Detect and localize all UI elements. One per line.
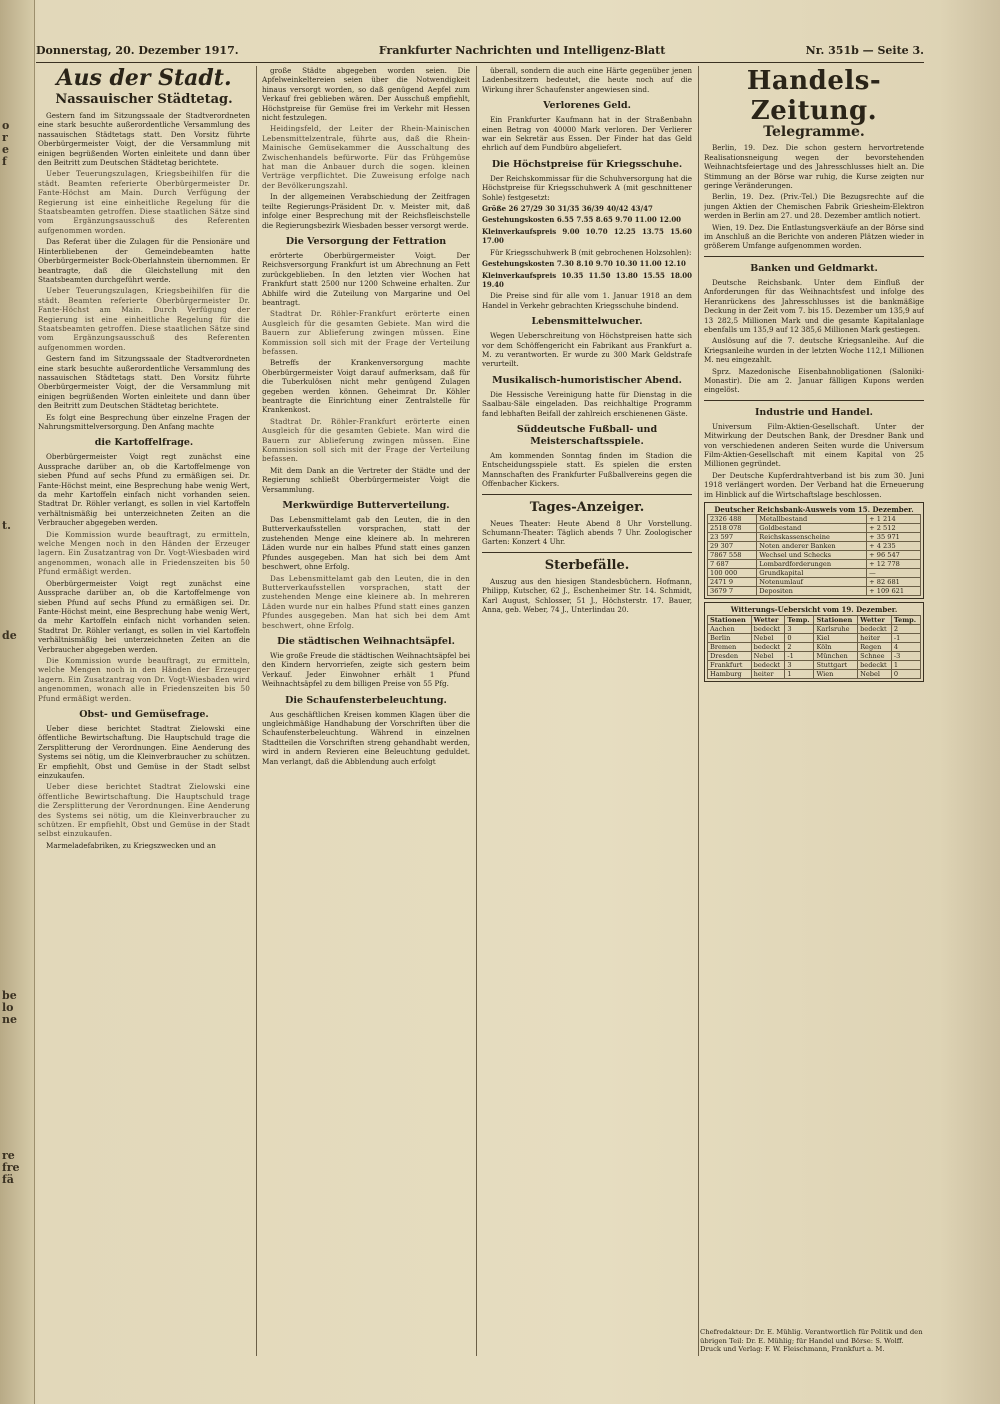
table-title: Deutscher Reichsbank-Ausweis vom 15. Dezember. xyxy=(714,505,914,514)
table-cell: — xyxy=(867,569,921,578)
table-cell: 2326 488 xyxy=(708,515,757,524)
section-title: Aus der Stadt. xyxy=(56,66,232,91)
reichsbank-statement xyxy=(704,502,924,599)
article-paragraph: Ueber Teuerungszulagen, Kriegsbeihilfen für die städt. Beamten referierte Oberbürgermeister Dr. Fante-Höchst am Main. Durch Verfügung der Regierung ist eine einheitliche Regelung für die Staatsbeamten getroffen. Diese staatlichen Sätze sind vom Ergänzungsausschuß des Referenten aufgenommen worden. xyxy=(38,169,250,235)
subheading: Musikalisch-humoristischer Abend. xyxy=(492,374,682,386)
article-paragraph: Gestern fand im Sitzungssaale der Stadtverordneten eine stark besuchte außerordentliche Versammlung des nassauischen Städtetags statt. Den Vorsitz führte Oberbürgermeister Voigt, der die Versammlung mit einigen begrüßenden Worten einleitete und dann über den Beitritt zum Deutschen Städtetag berichtete. xyxy=(38,354,250,411)
table-cell: Schnee xyxy=(858,651,892,660)
table-cell: 100 000 xyxy=(708,569,757,578)
table-cell: 29 307 xyxy=(708,542,757,551)
article-paragraph: Ueber Teuerungszulagen, Kriegsbeihilfen für die städt. Beamten referierte Oberbürgermeister Dr. Fante-Höchst am Main. Durch Verfügung der Regierung ist eine einheitliche Regelung für die Staatsbeamten getroffen. Diese staatlichen Sätze sind vom Ergänzungsausschuß des Referenten aufgenommen worden. xyxy=(38,286,250,352)
table-cell: heiter xyxy=(858,633,892,642)
table-cell: 2 xyxy=(785,642,814,651)
article-paragraph: Aus geschäftlichen Kreisen kommen Klagen über die ungleichmäßige Handhabung der Vorschriften über die Schaufensterbeleuchtung. Während in einzelnen Stadtteilen die Vorschriften streng gehandhabt werden, wird in andern Revieren eine Beleuchtung geduldet. Man verlangt, daß die Abblendung auch erfolgt xyxy=(262,709,470,766)
table-cell: 7867 558 xyxy=(708,551,757,560)
table-cell: Notenumlauf xyxy=(757,578,867,587)
subheading: Die Höchstpreise für Kriegsschuhe. xyxy=(491,158,683,170)
table-cell: 0 xyxy=(891,669,920,678)
table-cell: + 96 547 xyxy=(867,551,921,560)
subheading: Merkwürdige Butterverteilung. xyxy=(282,500,450,512)
article-paragraph: Ueber diese berichtet Stadtrat Zielowski eine öffentliche Bewirtschaftung. Die Hauptschuld trage die Zersplitterung der Verordnungen. Eine Aenderung des Systems sei nötig, um die Kleinverbraucher zu schützen. Er empfiehlt, Obst und Gemüse in der Stadt selbst einzukaufen. xyxy=(38,723,250,780)
subheading: Die Schaufensterbeleuchtung. xyxy=(285,694,447,706)
subheading: Telegramme. xyxy=(763,124,865,140)
column-rule xyxy=(256,66,257,1356)
table-cell: 23 597 xyxy=(708,533,757,542)
column-rule xyxy=(698,66,699,1356)
table-row xyxy=(708,633,921,642)
column-header: Temp. xyxy=(785,615,814,624)
table-row xyxy=(708,651,921,660)
weather-table xyxy=(707,615,921,679)
table-cell: Stuttgart xyxy=(814,660,858,669)
table-cell: Goldbestand xyxy=(757,524,867,533)
subheading: Lebensmittelwucher. xyxy=(531,316,643,328)
article-paragraph: Wie große Freude die städtischen Weihnachtsäpfel bei den Kindern hervorriefen, zeigte sich gestern beim Verkauf. Jeder Einwohner erhält 1 Pfund Weihnachtsäpfel zu dem billigen Preise von 55 Pfg. xyxy=(262,650,470,689)
table-cell: Aachen xyxy=(708,624,752,633)
subheading: Industrie und Handel. xyxy=(754,406,873,418)
article-paragraph: Das Lebensmittelamt gab den Leuten, die in den Butterverkaufsstellen vorsprachen, statt der zustehenden Menge eine kleinere ab. In mehreren Läden wurde nur ein halbes Pfund statt eines ganzen Pfundes ausgegeben. Man hat sich bei dem Amt beschwert, ohne Erfolg. xyxy=(262,515,470,572)
article-paragraph: Es folgt eine Besprechung über einzelne Fragen der Nahrungsmittelversorgung. Den Anfang machte xyxy=(38,412,250,431)
article-paragraph: Oberbürgermeister Voigt regt zunächst eine Aussprache darüber an, ob die Kartoffelmenge von sieben Pfund auf sechs Pfund zu ermäßigen sei. Dr. Fante-Höchst meint, eine Besprechung habe wenig Wert, da mehr Kartoffeln einfach nicht vorhanden seien. Stadtrat Dr. Röhler verlangt, es sollen in viel Kartoffeln verhältnismäßig bei unterzeichneten Zeiten an die Verbraucher abgegeben werden. xyxy=(38,452,250,528)
table-cell: München xyxy=(814,651,858,660)
table-cell: + 35 971 xyxy=(867,533,921,542)
price-row: Kleinverkaufspreis 9.00 10.70 12.25 13.75 15.60 17.00 xyxy=(482,226,692,246)
table-cell: + 82 681 xyxy=(867,578,921,587)
table-cell: bedeckt xyxy=(858,624,892,633)
table-cell: -1 xyxy=(785,651,814,660)
subheading: die Kartoffelfrage. xyxy=(94,437,194,449)
table-cell: + 2 512 xyxy=(867,524,921,533)
price-row: Kleinverkaufspreis 10.35 11.50 13.80 15.55 18.00 19.40 xyxy=(482,270,692,289)
column-handels-zeitung xyxy=(704,66,924,1362)
table-row xyxy=(708,533,921,542)
table-cell: Wien xyxy=(814,669,858,678)
table-row xyxy=(708,524,921,533)
article-paragraph: Sprz. Mazedonische Eisenbahnobligationen (Saloniki-Monastir). Die am 2. Januar fälligen Kupons werden eingelöst. xyxy=(704,366,924,395)
column-stadt-continued xyxy=(262,66,470,1362)
issue-date: Donnerstag, 20. Dezember 1917. xyxy=(36,44,239,57)
table-cell: Regen xyxy=(858,642,892,651)
section-title: Sterbefälle. xyxy=(544,557,630,573)
table-row xyxy=(708,578,921,587)
table-cell: 3 xyxy=(785,660,814,669)
article-paragraph: Das Referat über die Zulagen für die Pensionäre und Hinterbliebenen der Gemeindebeamten hatte Oberbürgermeister Bock-Oberlahnstein übernommen. Er beantragte, daß die Gleichstellung mit den Staatsbeamten durchgeführt werde. xyxy=(38,237,250,284)
table-cell: Berlin xyxy=(708,633,752,642)
table-cell: Frankfurt xyxy=(708,660,752,669)
article-paragraph: Auszug aus den hiesigen Standesbüchern. Hofmann, Philipp, Kutscher, 62 J., Eschenheimer Str. 14. Schmidt, Karl August, Schlosser, 51 J., Höchsterstr. 17. Bauer, Anna, geb. Weber, 74 J., Unterlindau 20. xyxy=(482,576,692,615)
table-cell: 0 xyxy=(785,633,814,642)
page-header xyxy=(36,44,924,63)
article-paragraph: überall, sondern die auch eine Härte gegenüber jenen Ladenbesitzern bedeutet, die heute noch auf die Wirkung ihrer Schaufenster angewiesen sind. xyxy=(482,66,692,94)
table-title: Witterungs-Uebersicht vom 19. Dezember. xyxy=(730,605,898,615)
section-masthead: Handels-Zeitung. xyxy=(746,66,882,126)
subheading: Banken und Geldmarkt. xyxy=(750,262,878,274)
article-paragraph: Heidingsfeld, der Leiter der Rhein-Mainischen Lebensmittelzentrale, führte aus, daß die Rhein-Mainische Gemüsekammer die Ausschaltung des Zwischenhandels befürworte. Für das Frühgemüse hat man die Anbauer durch die sogen. kleinen Verträge verpflichtet. Die Zuweisung erfolge nach der Bevölkerungszahl. xyxy=(262,124,470,190)
article-paragraph: Wegen Ueberschreitung von Höchstpreisen hatte sich vor dem Schöffengericht ein Fabrikant aus Frankfurt a. M. zu verantworten. Er wurde zu 300 Mark Geldstrafe verurteilt. xyxy=(482,331,692,369)
table-cell: Reichskassenscheine xyxy=(757,533,867,542)
column-header: Stationen xyxy=(814,615,858,624)
table-cell: bedeckt xyxy=(858,660,892,669)
weather-overview xyxy=(704,602,924,681)
article-paragraph: Die Preise sind für alle vom 1. Januar 1918 an dem Handel in Verkehr gebrachten Kriegsschuhe bindend. xyxy=(482,291,692,310)
table-cell: + 4 235 xyxy=(867,542,921,551)
table-row xyxy=(708,515,921,524)
table-cell: Karlsruhe xyxy=(814,624,858,633)
table-cell: Köln xyxy=(814,642,858,651)
article-paragraph: Auslösung auf die 7. deutsche Kriegsanleihe. Auf die Kriegsanleihe wurden in der letzten Woche 112,1 Millionen M. neu eingezahlt. xyxy=(704,336,924,365)
article-paragraph: Neues Theater: Heute Abend 8 Uhr Vorstellung. Schumann-Theater: Täglich abends 7 Uhr. Zoologischer Garten: Konzert 4 Uhr. xyxy=(482,518,692,547)
table-cell: Metallbestand xyxy=(757,515,867,524)
table-row xyxy=(708,542,921,551)
subheading: Die Versorgung der Fettration xyxy=(285,235,447,247)
table-cell: 2 xyxy=(891,624,920,633)
reichsbank-table xyxy=(707,514,921,596)
table-row xyxy=(708,569,921,578)
subheading: Verlorenes Geld. xyxy=(543,100,631,112)
table-cell: Depositen xyxy=(757,587,867,596)
price-row: Gestehungskosten 7.30 8.10 9.70 10.30 11.00 12.10 xyxy=(482,259,686,269)
table-cell: Wechsel und Schecks xyxy=(757,551,867,560)
article-paragraph: Betreffs der Krankenversorgung machte Oberbürgermeister Voigt darauf aufmerksam, daß für die Tuberkulösen nicht mehr genügend Zulagen gegeben werden können. Geheimrat Dr. Köhler beantragte die Einrichtung einer Zentralstelle für Krankenkost. xyxy=(262,358,470,415)
article-paragraph: Der Reichskommissar für die Schuhversorgung hat die Höchstpreise für Kriegsschuhwerk A (mit geschnittener Sohle) festgesetzt: xyxy=(482,173,692,202)
table-cell: Grundkapital xyxy=(757,569,867,578)
subheading: Süddeutsche Fußball- und Meisterschaftsspiele. xyxy=(516,423,658,447)
table-cell: 4 xyxy=(891,642,920,651)
column-header: Wetter xyxy=(751,615,785,624)
table-row xyxy=(708,551,921,560)
table-cell: + 12 778 xyxy=(867,560,921,569)
subheading: Obst- und Gemüsefrage. xyxy=(79,708,209,720)
article-paragraph: Ueber diese berichtet Stadtrat Zielowski eine öffentliche Bewirtschaftung. Die Hauptschuld trage die Zersplitterung der Verordnungen. Eine Aenderung des Systems sei nötig, um die Kleinverbraucher zu schützen. Er empfiehlt, Obst und Gemüse in der Stadt selbst einzukaufen. xyxy=(38,782,250,839)
subheading: Die städtischen Weihnachtsäpfel. xyxy=(277,635,455,647)
adjacent-page-edge: o r e f t. de be lo ne re fre fä xyxy=(0,0,35,1404)
table-cell: Lombardforderungen xyxy=(757,560,867,569)
table-cell: bedeckt xyxy=(751,642,785,651)
table-cell: Nebel xyxy=(751,651,785,660)
divider xyxy=(482,552,692,553)
table-cell: + 1 214 xyxy=(867,515,921,524)
article-paragraph: Das Lebensmittelamt gab den Leuten, die in den Butterverkaufsstellen vorsprachen, statt der zustehenden Menge eine kleinere ab. In mehreren Läden wurde nur ein halbes Pfund statt eines ganzen Pfundes ausgegeben. Man hat sich bei dem Amt beschwert, ohne Erfolg. xyxy=(262,573,470,630)
table-row xyxy=(708,560,921,569)
article-paragraph: Oberbürgermeister Voigt regt zunächst eine Aussprache darüber an, ob die Kartoffelmenge von sieben Pfund auf sechs Pfund zu ermäßigen sei. Dr. Fante-Höchst meint, eine Besprechung habe wenig Wert, da mehr Kartoffeln einfach nicht vorhanden seien. Stadtrat Dr. Röhler verlangt, es sollen in viel Kartoffeln verhältnismäßig bei unterzeichneten Zeiten an die Verbraucher abgegeben werden. xyxy=(38,578,250,654)
table-row xyxy=(708,587,921,596)
issue-number: Nr. 351b — Seite 3. xyxy=(805,44,924,57)
table-cell: Kiel xyxy=(814,633,858,642)
table-cell: 1 xyxy=(785,669,814,678)
article-paragraph: Der Deutsche Kupferdrahtverband ist bis zum 30. Juni 1918 verlängert worden. Der Verband hat die Erneuerung im Hinblick auf die Wirtschaftslage beschlossen. xyxy=(704,470,924,499)
article-paragraph: Für Kriegsschuhwerk B (mit gebrochenen Holzsohlen): xyxy=(490,247,692,257)
table-cell: Hamburg xyxy=(708,669,752,678)
table-cell: -1 xyxy=(891,633,920,642)
article-paragraph: Wien, 19. Dez. Die Entlastungsverkäufe an der Börse sind im Anschluß an die Berichte von anderen Plätzen wieder in größerem Umfange aufgenommen worden. xyxy=(704,222,924,251)
table-cell: 2471 9 xyxy=(708,578,757,587)
table-row xyxy=(708,624,921,633)
column-header: Stationen xyxy=(708,615,752,624)
column-rule xyxy=(476,66,477,1356)
table-cell: 3679 7 xyxy=(708,587,757,596)
article-paragraph: große Städte abgegeben worden seien. Die Apfelweinkeltereien seien über die Notwendigkeit hinaus versorgt worden, so daß genügend Aepfel zum Verkauf frei geblieben wären. Der Ausschuß empfiehlt, Höchstpreise für Gemüse frei im Verkehr mit Hessen nicht festzulegen. xyxy=(262,66,470,123)
article-paragraph: Berlin, 19. Dez. (Priv.-Tel.) Die Bezugsrechte auf die jungen Aktien der Chemischen Fabrik Griesheim-Elektron werden in Berlin am 27. und 28. Dezember amtlich notiert. xyxy=(704,192,924,221)
article-paragraph: Die Kommission wurde beauftragt, zu ermitteln, welche Mengen noch in den Händen der Erzeuger lagern. Ein Zusatzantrag von Dr. Vogt-Wiesbaden wird angenommen, wonach alle in Friedenszeiten bis 50 Pfund ermäßigt werden. xyxy=(38,655,250,703)
article-paragraph: Ein Frankfurter Kaufmann hat in der Straßenbahn einen Betrag von 40000 Mark verloren. Der Verlierer war ein Sekretär aus Essen. Der Finder hat das Geld ehrlich auf dem Fundbüro abgeliefert. xyxy=(482,115,692,153)
article-paragraph: Marmeladefabriken, zu Kriegszwecken und an xyxy=(46,840,216,850)
column-stadt xyxy=(38,66,250,1362)
price-sizes: Größe 26 27/29 30 31/35 36/39 40/42 43/47 xyxy=(482,204,653,214)
table-cell: Nebel xyxy=(751,633,785,642)
newspaper-name: Frankfurter Nachrichten und Intelligenz-Blatt xyxy=(378,44,666,57)
article-paragraph: Am kommenden Sonntag finden im Stadion die Entscheidungsspiele statt. Es spielen die ersten Mannschaften des Frankfurter Fußballvereins gegen die Offenbacher Kickers. xyxy=(482,450,692,489)
article-paragraph: Stadtrat Dr. Röhler-Frankfurt erörterte einen Ausgleich für die gesamten Gebiete. Man wird die Bauern zur Ablieferung zwingen müssen. Eine Kommission soll sich mit der Frage der Verteilung befassen. xyxy=(262,309,470,356)
article-paragraph: In der allgemeinen Verabschiedung der Zeitfragen teilte Regierungs-Präsident Dr. v. Meister mit, daß infolge einer Besprechung mit der Reichsfleischstelle die Regierungsbezirk Wiesbaden besser versorgt werde. xyxy=(262,192,470,230)
table-cell: 2518 078 xyxy=(708,524,757,533)
article-title: Nassauischer Städtetag. xyxy=(55,92,233,107)
table-cell: 1 xyxy=(891,660,920,669)
article-paragraph: Stadtrat Dr. Röhler-Frankfurt erörterte einen Ausgleich für die gesamten Gebiete. Man wird die Bauern zur Ablieferung zwingen müssen. Eine Kommission soll sich mit der Frage der Verteilung befassen. xyxy=(262,416,470,464)
table-cell: -3 xyxy=(891,651,920,660)
table-cell: 3 xyxy=(785,624,814,633)
table-cell: Nebel xyxy=(858,669,892,678)
article-paragraph: erörterte Oberbürgermeister Voigt. Der Reichsversorgung Frankfurt ist um Abrechnung an Fett zurückgeblieben. In den letzten vier Wochen hat Frankfurt statt 2500 nur 1200 Schweine erhalten. Zur Abhilfe wird die Zuteilung von Margarine und Oel beantragt. xyxy=(262,250,470,307)
column-header: Temp. xyxy=(891,615,920,624)
column-header: Wetter xyxy=(858,615,892,624)
table-cell: bedeckt xyxy=(751,660,785,669)
divider xyxy=(482,494,692,495)
imprint: Chefredakteur: Dr. E. Mühlig. Verantwortlich für Politik und den übrigen Teil: Dr. E. Mühlig; für Handel und Börse: S. Wolff. Druck und Verlag: F. W. Fleischmann, Frankfurt a. M. xyxy=(700,1328,923,1353)
article-paragraph: Gestern fand im Sitzungssaale der Stadtverordneten eine stark besuchte außerordentliche Versammlung des nassauischen Städtetags statt. Den Vorsitz führte Oberbürgermeister Voigt, der die Versammlung mit einigen begrüßenden Worten einleitete und dann über den Beitritt zum Deutschen Städtetag berichtete. xyxy=(38,111,250,168)
article-paragraph: Berlin, 19. Dez. Die schon gestern hervortretende Realisationsneigung wegen der bevorstehenden Weihnachtsfeiertage und des Jahresschlusses hielt an. Die Stimmung an der Börse war ruhig, die Kurse zeigten nur geringe Veränderungen. xyxy=(704,143,924,191)
table-cell: bedeckt xyxy=(751,624,785,633)
table-cell: Bremen xyxy=(708,642,752,651)
price-row: Gestehungskosten 6.55 7.55 8.65 9.70 11.00 12.00 xyxy=(482,215,682,225)
table-cell: heiter xyxy=(751,669,785,678)
column-local-news xyxy=(482,66,692,1362)
section-title: Tages-Anzeiger. xyxy=(529,499,645,515)
table-row xyxy=(708,642,921,651)
table-cell: + 109 621 xyxy=(867,587,921,596)
article-paragraph: Die Hessische Vereinigung hatte für Dienstag in die Saalbau-Säle eingeladen. Das reichhaltige Programm fand lebhaften Beifall der zahlreich erschienenen Gäste. xyxy=(482,389,692,418)
table-cell: Dresden xyxy=(708,651,752,660)
article-paragraph: Deutsche Reichsbank. Unter dem Einfluß der Anforderungen für das Weihnachtsfest und infolge des Heranrückens des Jahresschlusses ist die bankmäßige Deckung in der Zeit vom 7. bis 15. Dezember um 135,9 auf 13 282,5 Millionen Mark und die gesamte Kapitalanlage ebenfalls um 135,9 auf 12 385,6 Millionen Mark gestiegen. xyxy=(704,277,924,334)
article-paragraph: Mit dem Dank an die Vertreter der Städte und der Regierung schließt Oberbürgermeister Voigt die Versammlung. xyxy=(262,465,470,494)
article-paragraph: Universum Film-Aktien-Gesellschaft. Unter der Mitwirkung der Deutschen Bank, der Dresdner Bank und von verschiedenen anderen Seiten wurde die Universum Film-Aktien-Gesellschaft mit einem Kapital von 25 Millionen gegründet. xyxy=(704,421,924,469)
divider xyxy=(704,400,924,401)
article-paragraph: Die Kommission wurde beauftragt, zu ermitteln, welche Mengen noch in den Händen der Erzeuger lagern. Ein Zusatzantrag von Dr. Vogt-Wiesbaden wird angenommen, wonach alle in Friedenszeiten bis 50 Pfund ermäßigt werden. xyxy=(38,529,250,577)
table-row xyxy=(708,660,921,669)
table-cell: Noten anderer Banken xyxy=(757,542,867,551)
table-cell: 7 687 xyxy=(708,560,757,569)
divider xyxy=(704,256,924,257)
table-row xyxy=(708,669,921,678)
